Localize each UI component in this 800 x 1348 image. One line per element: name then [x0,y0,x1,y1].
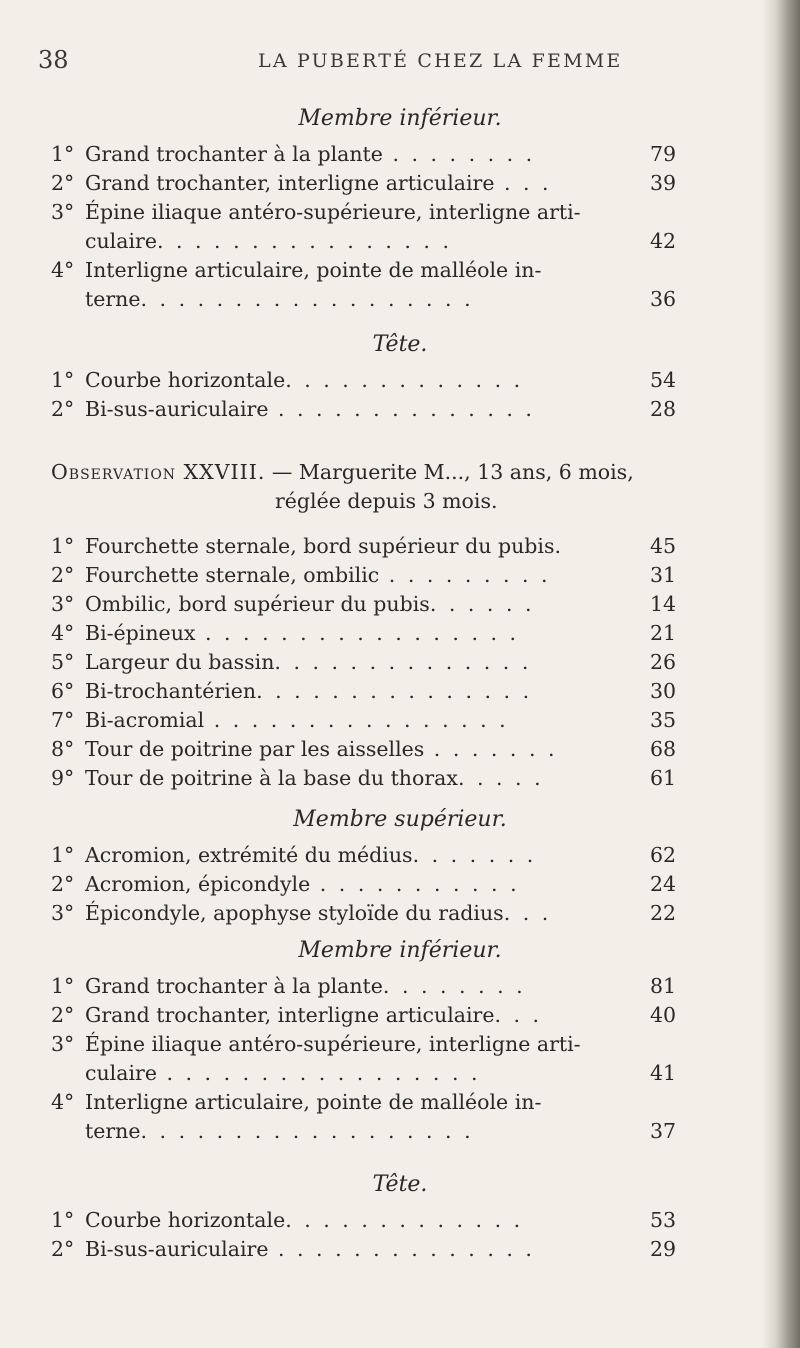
item-number: 9° [51,766,75,790]
item-number: 2° [51,397,75,421]
leader-dots: . . . . . . . . [382,142,536,166]
item-label [85,899,551,928]
item-text: Courbe horizontale [85,1208,286,1232]
leader-dots: . . . . . . . . . . . . . . . . . [195,621,520,645]
item-text: Bi-sus-auriculaire [85,1237,269,1261]
item-number: 3° [51,592,75,616]
list-item [0,561,800,590]
section-heading [0,805,800,841]
item-label [85,395,535,424]
item-label [85,764,544,793]
item-value: 62 [650,843,677,867]
list-item [0,764,800,793]
item-label [85,1117,474,1146]
item-value: 14 [650,592,677,616]
item-text: Courbe horizontale [85,368,286,392]
leader-dots: . . . . . . . . . . . . . [285,1208,524,1232]
item-text: Bi-acromial [85,708,205,732]
page-content [0,104,800,1264]
heading-membre-inferieur-1: Membre inférieur. [298,106,502,131]
list-item [0,1059,800,1088]
item-number: 4° [51,1090,75,1114]
item-value: 29 [650,1237,677,1261]
leader-dots: . . . . . . . . . . . . . . . . [204,708,509,732]
list-item [0,648,800,677]
list-item [0,899,800,928]
leader-dots: . . . . . [457,766,544,790]
leader-dots: . . . . . . . . . . . . . . . . [156,229,452,253]
heading-tete-1: Tête. [372,332,428,357]
item-value: 42 [650,229,677,253]
item-text: Bi-sus-auriculaire [85,397,269,421]
item-number: 1° [51,368,75,392]
item-text: Ombilic, bord supérieur du pubis [85,592,430,616]
item-value: 26 [650,650,677,674]
item-value: 53 [650,1208,677,1232]
observation-title [0,458,800,516]
leader-dots: . . . . . . . . . [379,563,551,587]
item-label [85,169,552,198]
section-heading [0,1170,800,1206]
item-value: 30 [650,679,677,703]
item-value: 41 [650,1061,677,1085]
item-label [85,1206,523,1235]
item-number: 4° [51,258,75,282]
item-value: 31 [650,563,677,587]
item-text: Bi-trochantérien [85,679,257,703]
item-text: Largeur du bassin [85,650,275,674]
item-number: 1° [51,534,75,558]
item-text: Interligne articulaire, pointe de malléole in- [85,1090,542,1114]
observation-label: Observation XXVIII. [51,460,266,484]
item-text: Fourchette sternale, bord supérieur du pubis. [85,534,561,558]
item-text: Tour de poitrine par les aisselles [85,737,425,761]
item-value: 79 [650,142,677,166]
leader-dots: . . . . . . . [424,737,558,761]
list-item [0,841,800,870]
heading-tete-2: Tête. [372,1172,428,1197]
list-item [0,395,800,424]
item-number: 1° [51,843,75,867]
item-label [85,590,535,619]
section-heading [0,330,800,366]
list-item [0,1117,800,1146]
item-label [85,1235,535,1264]
list-item [0,532,800,561]
leader-dots: . . . . . . . . . . . . . . . [256,679,533,703]
observation-line-2: réglée depuis 3 mois. [275,489,498,513]
leader-dots: . . . [494,1003,543,1027]
list-item [0,1088,800,1117]
item-number: 1° [51,974,75,998]
item-label [85,285,474,314]
item-value: 37 [650,1119,677,1143]
item-label [85,841,536,870]
item-number: 1° [51,142,75,166]
list-membre-superieur [0,841,800,928]
leader-dots: . . . . . . . . . . . . . . [268,397,535,421]
section-heading [0,104,800,140]
item-text: Grand trochanter à la plante [85,974,383,998]
leader-dots: . . . . . . . . [382,974,526,998]
item-label [85,972,526,1001]
item-label [85,1001,542,1030]
leader-dots: . . . . . . . [412,843,537,867]
item-label [85,870,520,899]
item-text: Tour de poitrine à la base du thorax [85,766,458,790]
list-item [0,1206,800,1235]
item-number: 2° [51,872,75,896]
item-number: 3° [51,901,75,925]
leader-dots: . . . . . . . . . . . . . . . . . . [140,1119,474,1143]
item-text: Grand trochanter, interligne articulaire [85,171,495,195]
leader-dots: . . . . . . . . . . . . . [285,368,524,392]
item-text: Interligne articulaire, pointe de malléole in- [85,258,542,282]
list-item [0,735,800,764]
leader-dots: . . . . . . . . . . . . . . [274,650,532,674]
item-text: terne [85,1119,141,1143]
observation-line-1 [51,458,634,487]
item-value: 21 [650,621,677,645]
list-item [0,285,800,314]
item-label [85,256,541,285]
leader-dots: . . . . . . . . . . . . . . . . . . [140,287,474,311]
item-label [85,1059,481,1088]
item-value: 22 [650,901,677,925]
item-text: Bi-épineux [85,621,196,645]
heading-membre-superieur: Membre supérieur. [293,807,507,832]
item-number: 4° [51,621,75,645]
list-item [0,1001,800,1030]
item-number: 2° [51,171,75,195]
page-number: 38 [38,46,69,74]
item-value: 40 [650,1003,677,1027]
list-item [0,366,800,395]
item-value: 36 [650,287,677,311]
leader-dots: . . . . . . . . . . . . . . . . . [156,1061,481,1085]
item-value: 81 [650,974,677,998]
list-item [0,1235,800,1264]
heading-membre-inferieur-2: Membre inférieur. [298,938,502,963]
item-label [85,706,509,735]
item-label [85,140,535,169]
list-tete-2 [0,1206,800,1264]
leader-dots: . . . [494,171,552,195]
list-item [0,227,800,256]
item-number: 6° [51,679,75,703]
item-number: 3° [51,200,75,224]
item-text: culaire [85,1061,157,1085]
list-membre-inferieur-1 [0,140,800,314]
running-head: LA PUBERTÉ CHEZ LA FEMME [258,50,623,72]
list-item [0,590,800,619]
item-label [85,1030,581,1059]
item-label [85,198,581,227]
leader-dots: . . . . . . [429,592,535,616]
page-header [0,46,800,76]
item-number: 7° [51,708,75,732]
item-value: 68 [650,737,677,761]
leader-dots: . . . [503,901,552,925]
item-label [85,619,519,648]
list-item [0,256,800,285]
item-text: Épine iliaque antéro-supérieure, interligne arti- [85,1032,581,1056]
item-number: 2° [51,1003,75,1027]
item-value: 24 [650,872,677,896]
item-text: Grand trochanter à la plante [85,142,383,166]
item-label [85,366,523,395]
list-item [0,972,800,1001]
item-number: 2° [51,1237,75,1261]
item-number: 1° [51,1208,75,1232]
item-value: 35 [650,708,677,732]
list-item [0,619,800,648]
item-text: Acromion, extrémité du médius [85,843,413,867]
item-label [85,648,531,677]
item-value: 39 [650,171,677,195]
item-text: Épicondyle, apophyse styloïde du radius [85,901,504,925]
item-label [85,735,558,764]
item-text: Acromion, épicondyle [85,872,311,896]
item-value: 28 [650,397,677,421]
list-item [0,706,800,735]
observation-text: — Marguerite M..., 13 ans, 6 mois, [265,460,634,484]
list-measures [0,532,800,793]
item-text: Grand trochanter, interligne articulaire [85,1003,495,1027]
item-value: 54 [650,368,677,392]
item-number: 2° [51,563,75,587]
item-label [85,677,532,706]
item-number: 3° [51,1032,75,1056]
list-item [0,1030,800,1059]
leader-dots: . . . . . . . . . . . . . . [268,1237,535,1261]
item-text: culaire [85,229,157,253]
item-text: Fourchette sternale, ombilic [85,563,380,587]
item-label [85,532,561,561]
leader-dots: . . . . . . . . . . . [310,872,520,896]
item-number: 8° [51,737,75,761]
list-item [0,140,800,169]
item-text: Épine iliaque antéro-supérieure, interligne arti- [85,200,581,224]
item-label [85,1088,541,1117]
list-tete-1 [0,366,800,424]
item-text: terne [85,287,141,311]
list-item [0,169,800,198]
section-heading [0,936,800,972]
list-membre-inferieur-2 [0,972,800,1146]
item-label [85,561,551,590]
item-value: 45 [650,534,677,558]
item-value: 61 [650,766,677,790]
list-item [0,870,800,899]
list-item [0,198,800,227]
item-number: 5° [51,650,75,674]
list-item [0,677,800,706]
item-label [85,227,452,256]
